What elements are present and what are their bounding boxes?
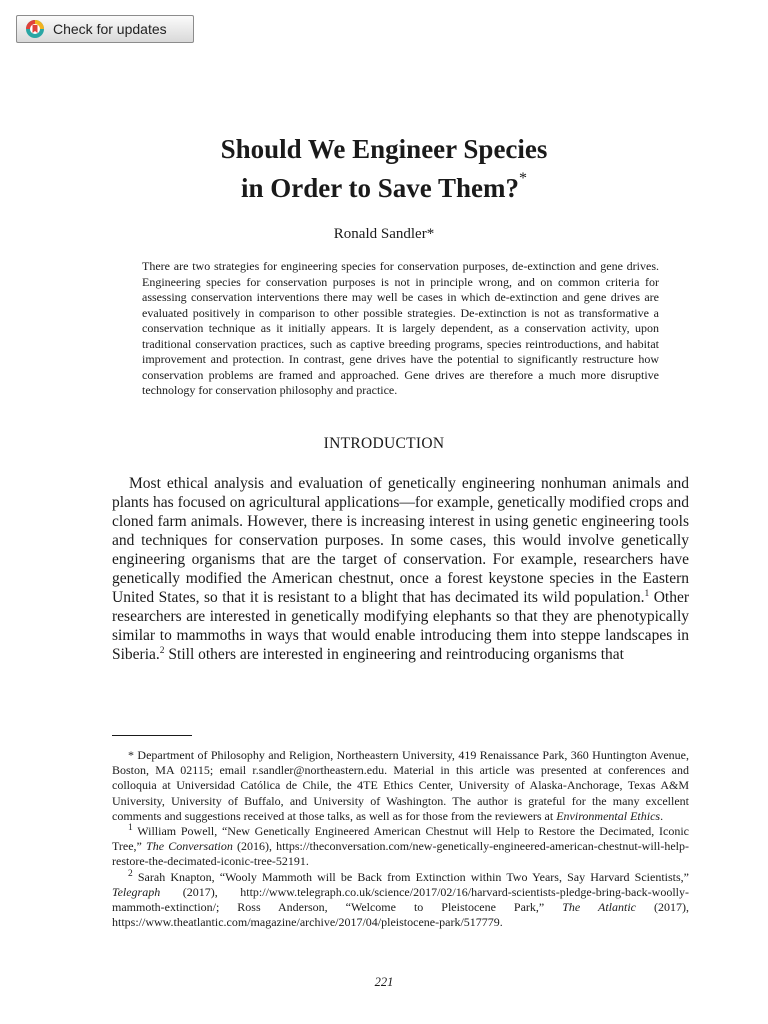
footnote-star: * Department of Philosophy and Religion, Northeastern University, 419 Renaissance Park, 360 Huntington Avenue, Boston, MA 02115; email r.sandler@northeastern.edu. Material in this article was presented at conferences and colloquia at Universidad Católica de Chile, the 4TE Ethics Center, University of Alaska-Anchorage, Texas A&M University, University of Buffalo, and University of Washington. The author is grateful for the many excellent comments and suggestions received at those talks, as well as for those from the reviewers at Environmental Ethics. [112, 748, 690, 823]
abstract: There are two strategies for engineering species for conservation purposes, de-extinction and gene drives. Engineering species for conservation purposes is not in principle wrong, and on common criteria for assessing conservation interventions there may well be cases in which de-extinction and gene drives are evaluated positively in comparison to other possible strategies. De-extinction is not as transformative a conservation technique as it initially appears. It is largely dependent, as a conservation activity, upon traditional conservation practices, such as captive breeding programs, species reintroductions, and habitat improvement and protection. In contrast, gene drives have the potential to significantly restructure how conservation problems are framed and approached. Gene drives are therefore a much more disruptive technology for conservation philosophy and practice. [142, 259, 659, 397]
footnote-ref-1[interactable]: 1 [644, 588, 650, 599]
footnote-divider [112, 735, 192, 736]
footnote-2: $^2$ Sarah Knapton, “Wooly Mammoth will be Back from Extinction within Two Years, Say Harvard Scientists,” Telegraph (2017), http://www.telegraph.co.uk/science/2017/02/16/harvard-scientists-pledge-bring-back-woolly-mammoth-extinction/; Ross Anderson, “Welcome to Pleistocene Park,” The Atlantic (2017), https://www.theatlantic.com/magazine/archive/2017/04/pleistocene-park/517779. [112, 868, 689, 930]
check-for-updates-label: Check for updates [53, 21, 167, 37]
article-title [0, 133, 768, 205]
check-for-updates-button[interactable] [16, 15, 194, 43]
title-footnote-mark: * [519, 170, 527, 187]
footnotes [112, 748, 689, 930]
source-title: The Atlantic [562, 900, 636, 915]
page-number: 221 [374, 975, 394, 989]
journal-name: Environmental Ethics [556, 808, 661, 823]
footnote-ref-2[interactable]: 2 [159, 645, 165, 656]
title-line-2: in Order to Save Them?* [240, 170, 527, 203]
crossmark-icon [25, 19, 45, 39]
section-heading: INTRODUCTION [323, 435, 445, 452]
footnote-1: $^1$ William Powell, “New Genetically Engineered American Chestnut will Help to Restore the Decimated, Iconic Tree,” The Conversation (2016), https://theconversation.com/new-genetically-engineered-american-chestnut-will-help-restore-the-decimated-iconic-tree-52191. [112, 823, 690, 869]
source-title: The Conversation [146, 839, 233, 854]
title-line-1: Should We Engineer Species [220, 134, 548, 164]
body-paragraph: Most ethical analysis and evaluation of genetically engineering nonhuman animals and plants has focused on agricultural applications—for example, genetically modified crops and cloned farm animals. However, there is increasing interest in using genetic engineering tools and techniques for conservation purposes. In some cases, this would involve genetically engineering organisms that are the target of conservation. For example, researchers have genetically modified the American chestnut, once a forest keystone species in the Eastern United States, so that it is resistant to a blight that has decimated its wild population.$^1$ Other researchers are interested in genetically modifying elephants so that they are phenotypically similar to mammoths in ways that would enable introducing them into steppe landscapes in Siberia.$^2$ Still others are interested in engineering and reintroducing organisms that [112, 475, 689, 663]
author-name: Ronald Sandler* [333, 226, 435, 242]
source-title: Telegraph [112, 884, 161, 899]
